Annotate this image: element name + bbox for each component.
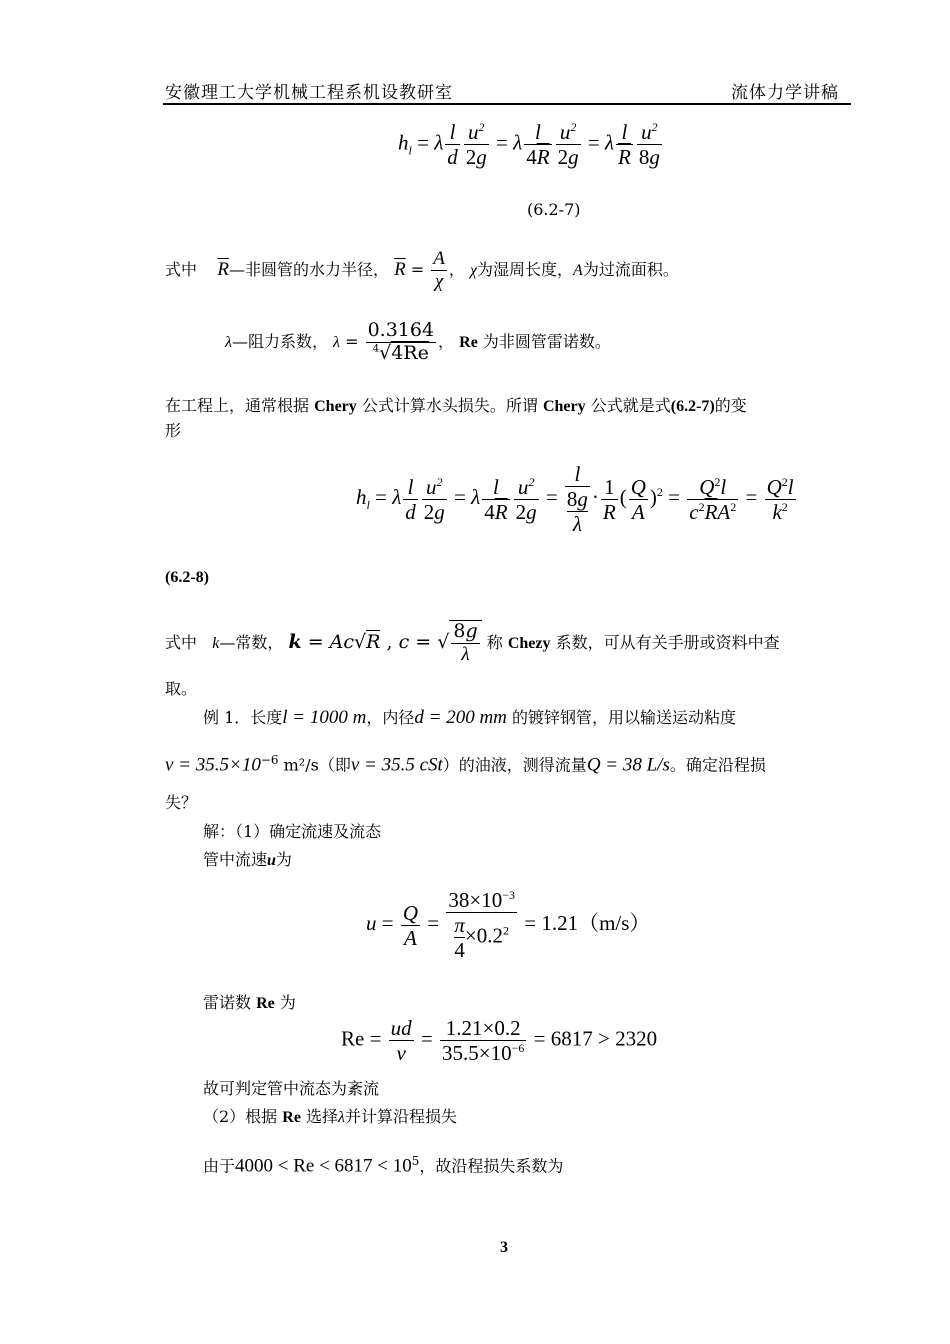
definition-k-line2: 取。 — [165, 679, 198, 698]
example-line-1: 例 1．长度l = 1000 m，内径d = 200 mm 的镀锌钢管，用以输送运动粘度 — [203, 707, 736, 728]
header-left: 安徽理工大学机械工程系机设教研室 — [165, 83, 453, 103]
velocity-equation: u = $\frac{Q}{A}$ = $38\times 10^{-3}$ $\frac{\pi}{4}$ $\times 0.2^2$ = 1.21（m/s） — [366, 888, 651, 963]
definition-k: 式中 k—常数， k = Ac√R , c = √ $\frac{8g}{\lambda}$ 称 Chezy 系数，可从有关手册或资料中查 — [165, 620, 780, 665]
example-line-2: $\nu = 35.5\times 10^{-6}$ m²/s（即ν = 35.5 cSt）的油液，测得流量Q = 38 L/s。确定沿程损 — [165, 753, 766, 776]
reynolds-equation: Re = $\frac{ud}{\nu}$ = $\frac{1.21\times 0.2}{35.5\times 10^{-6}}$ = 6817 > 2320 — [341, 1016, 658, 1066]
solution-step-2: （2）根据 Re 选择λ并计算沿程损失 — [203, 1107, 457, 1126]
solution-velocity-intro: 管中流速u为 — [203, 850, 292, 869]
equation-number-6-2-7: (6.2-7) — [527, 200, 581, 219]
definition-resistance-coefficient: λ—阻力系数， λ = $\frac{0.3164}{^4√4Re}$ ， Re 为非圆管雷诺数。 — [225, 319, 611, 364]
header-rule — [163, 103, 851, 105]
chery-paragraph: 在工程上，通常根据 Chery 公式计算水头损失。所谓 Chery 公式就是式(6.2-7)的变 形 — [165, 396, 747, 440]
equation-6-2-8: $h_l = \lambda$ $\frac{l}{d}$ $\frac{u^2}{2g}$ = λ $\frac{l}{4\overline{R}}$ $\frac{u^2}{2g}$ = $\frac{l}{\frac{8g}{\lambda}}$ · $\frac{1}{R}$ ( $\frac{Q}{A}$ )$^2$ = $\frac{Q^2l}{c^2\overline{R}A^2}$ = $\frac{Q^2l}{k^2}$ — [356, 462, 794, 537]
equation-6-2-7: $h_l = \lambda$ $\frac{l}{d}$ $\frac{u^2}{2g}$ = λ $\frac{l}{4\overline{R}}$ $\frac{u^2}{2g}$ = λ $\frac{l}{R}$ $\frac{u^2}{8g}$ — [398, 120, 660, 170]
equation-number-6-2-8: (6.2-8) — [165, 569, 209, 586]
solution-reynolds-intro: 雷诺数 Re 为 — [203, 993, 296, 1012]
definition-hydraulic-radius: 式中 $\overline{R}—$非圆管的水力半径， $\overline{R}$ = $\frac{A}{\chi}$ ， χ为湿周长度，A为过流面积。 — [165, 248, 679, 292]
page-number: 3 — [500, 1239, 508, 1256]
solution-step-1: 解：（1）确定流速及流态 — [203, 822, 382, 841]
header-right: 流体力学讲稿 — [731, 83, 839, 103]
solution-turbulent-conclusion: 故可判定管中流态为紊流 — [203, 1079, 380, 1098]
example-line-3: 失？ — [165, 793, 198, 812]
solution-coefficient-intro: 由于$4000 < Re < 6817 < 10^5$，故沿程损失系数为 — [203, 1154, 564, 1177]
